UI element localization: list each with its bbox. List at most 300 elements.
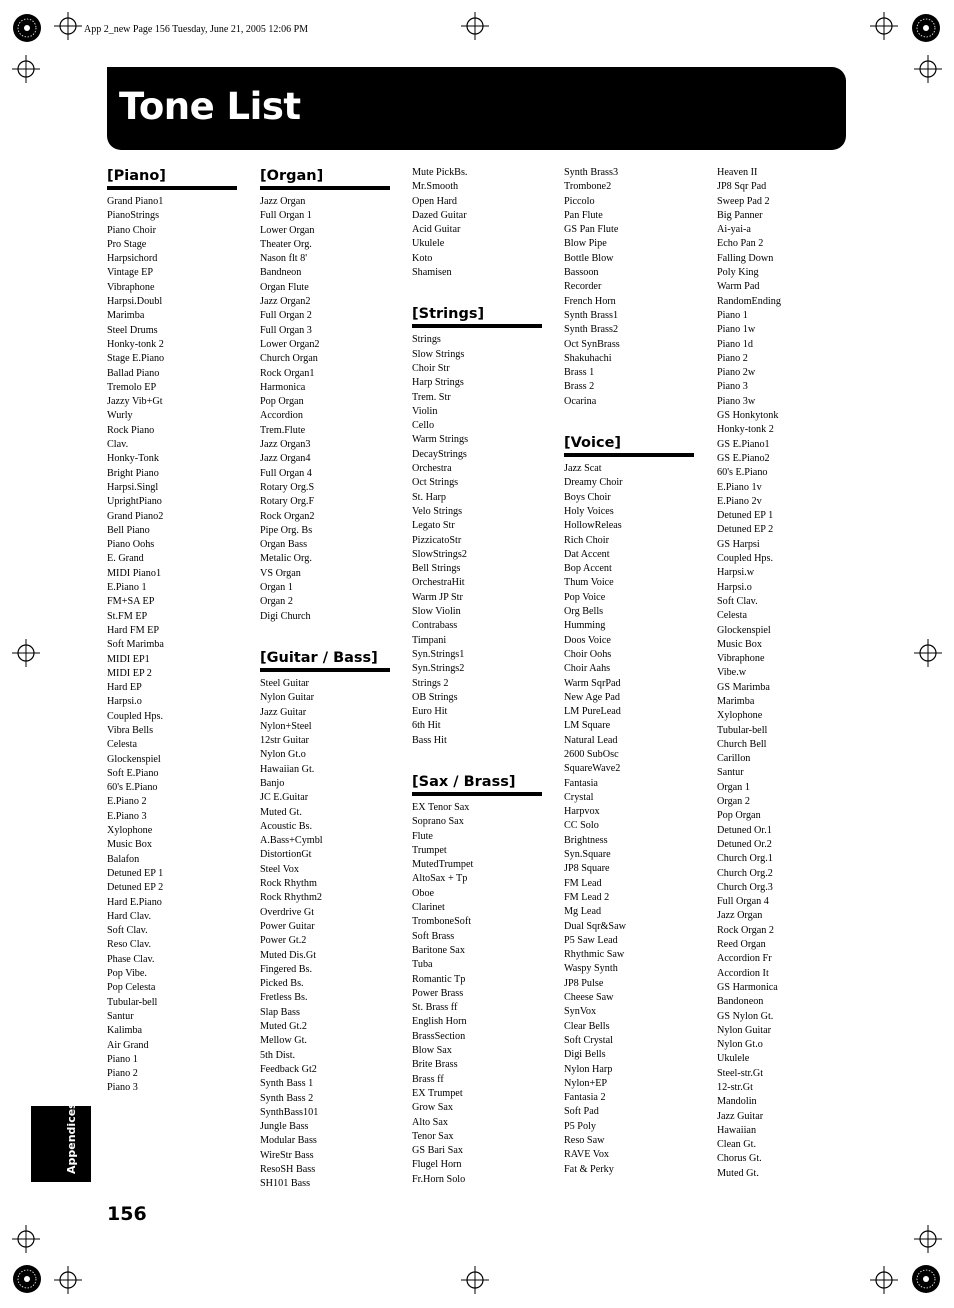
tone-item: Coupled Hps. [717, 553, 774, 565]
tone-item: Harp Strings [412, 377, 464, 389]
tone-item: Soft Crystal [564, 1034, 613, 1046]
tone-item: GS E.Piano1 [717, 438, 770, 450]
crosshair-icon [12, 55, 40, 83]
tone-item: Flugel Horn [412, 1159, 462, 1171]
tone-item: Piano 3 [717, 381, 748, 393]
tone-item: RAVE Vox [564, 1149, 610, 1161]
tone-item: Grand Piano1 [107, 196, 164, 207]
tone-item: Orchestra [412, 463, 452, 475]
tone-item: GS Marimba [717, 681, 770, 693]
tone-item: Lower Organ2 [260, 338, 320, 350]
tone-item: Jazz Guitar [717, 1110, 764, 1122]
tone-item: Pan Flute [564, 209, 603, 221]
tone-item: Vibra Bells [107, 724, 154, 736]
tone-item: Harpsi.Singl [107, 481, 159, 493]
tone-item: Muted Gt.2 [260, 1021, 307, 1033]
tone-item: Stage E.Piano [107, 353, 165, 365]
tone-list [412, 333, 542, 748]
tone-item: FM Lead [564, 877, 602, 889]
tone-item: Mandolin [717, 1096, 757, 1108]
tone-item: Honky-tonk 2 [107, 338, 164, 350]
tone-item: PizzicatoStr [412, 534, 462, 546]
tone-item: Syn.Strings1 [412, 648, 465, 660]
tone-item: Digi Church [260, 610, 311, 622]
tone-item: Warm Strings [412, 434, 469, 446]
tone-item: SH101 Bass [260, 1178, 311, 1190]
tone-item: Harpsi.o [107, 696, 142, 708]
tone-item: Dual Sqr&Saw [564, 920, 626, 932]
tone-item: Pop Organ [260, 396, 304, 408]
tone-item: Accordion Fr [717, 953, 772, 965]
tone-item: Detuned EP 2 [717, 524, 774, 536]
tone-item: Euro Hit [412, 706, 448, 718]
tone-list [412, 801, 542, 1187]
tone-column-3 [412, 166, 542, 1187]
tone-item: Blow Sax [412, 1045, 452, 1057]
tone-item: Bell Strings [412, 563, 461, 575]
tone-item: Balafon [107, 853, 140, 865]
tone-item: Dat Accent [564, 548, 610, 560]
tone-item: OB Strings [412, 691, 458, 703]
tone-item: E. Grand [107, 553, 144, 565]
tone-item: Kalimba [107, 1025, 143, 1037]
tone-item: Full Organ 3 [260, 324, 312, 336]
tone-item: Falling Down [717, 252, 774, 264]
tone-item: Piano 1 [107, 1053, 138, 1065]
tone-item: Glockenspiel [107, 753, 161, 765]
tone-list [717, 166, 847, 1181]
tone-item: Reso Clav. [107, 939, 152, 951]
starburst-mark-icon [911, 1264, 941, 1294]
tone-item: FM Lead 2 [564, 891, 610, 903]
tone-item: Church Org.3 [717, 881, 773, 893]
section-heading-voice: [Voice] [564, 433, 694, 457]
tone-item: Clarinet [412, 902, 445, 914]
tone-item: Rock Organ 2 [717, 924, 774, 936]
tone-item: Romantic Tp [412, 973, 466, 985]
tone-item: Jazz Guitar [260, 706, 307, 718]
tone-item: Organ Flute [260, 281, 309, 293]
tone-item: MIDI EP 2 [107, 667, 152, 679]
tone-item: MIDI EP1 [107, 653, 150, 665]
tone-item: E.Piano 2v [717, 495, 762, 507]
crosshair-icon [12, 1225, 40, 1253]
tone-item: Rock Rhythm [260, 878, 317, 890]
tone-item: PianoStrings [107, 210, 160, 222]
tone-item: Piano 2 [717, 352, 748, 364]
tone-item: French Horn [564, 295, 616, 307]
tone-item: Alto Sax [412, 1116, 448, 1128]
tone-item: Nylon Guitar [260, 692, 315, 704]
tone-item: Boys Choir [564, 491, 611, 503]
tone-item: Velo Strings [412, 505, 463, 517]
tone-item: Piano 3w [717, 395, 756, 407]
tone-item: Rock Organ2 [260, 510, 315, 522]
tone-item: Accordion It [717, 967, 769, 979]
tone-item: Syn.Strings2 [412, 663, 465, 675]
tone-item: Slap Bass [260, 1006, 300, 1018]
tone-item: P5 Poly [564, 1120, 596, 1132]
tone-item: Rock Organ1 [260, 367, 315, 379]
tone-item: Steel Guitar [260, 677, 309, 689]
tone-item: Piano 1 [717, 309, 748, 321]
tone-item: Vibraphone [107, 281, 155, 293]
tone-item: Holy Voices [564, 505, 614, 517]
tone-item: Rotary Org.F [260, 496, 315, 508]
tone-item: Feedback Gt2 [260, 1063, 317, 1075]
tone-item: Echo Pan 2 [717, 238, 764, 250]
tone-item: Vintage EP [107, 267, 154, 279]
crosshair-icon [914, 55, 942, 83]
section-heading-strings: [Strings] [412, 304, 542, 328]
tone-item: Celesta [717, 610, 747, 622]
tone-item: Fantasia 2 [564, 1092, 606, 1104]
tone-item: Church Bell [717, 738, 767, 750]
tone-item: AltoSax + Tp [412, 873, 468, 885]
tone-item: St. Harp [412, 491, 446, 503]
tone-item: Picked Bs. [260, 978, 304, 990]
tone-item: MIDI Piano1 [107, 567, 162, 579]
tone-item: Heaven II [717, 167, 758, 178]
tone-item: Nylon Gt.o [717, 1039, 763, 1051]
tone-item: Organ 1 [260, 582, 293, 594]
tone-item: UprightPiano [107, 496, 162, 508]
tone-item: Glockenspiel [717, 624, 771, 636]
tone-item: Detuned EP 1 [717, 510, 774, 522]
tone-item: Overdrive Gt [260, 906, 315, 918]
section-heading-guitar-bass: [Guitar / Bass] [260, 648, 390, 672]
tone-item: Brite Brass [412, 1059, 458, 1071]
tone-item: Marimba [107, 310, 145, 322]
tone-item: Legato Str [412, 520, 455, 532]
tone-item: 2600 SubOsc [564, 748, 619, 760]
tone-item: Bop Accent [564, 563, 612, 575]
title-banner [107, 67, 846, 150]
tone-item: Hawaiian [717, 1124, 757, 1136]
tone-item: GS E.Piano2 [717, 452, 770, 464]
tone-item: Choir Oohs [564, 648, 612, 660]
crosshair-icon [914, 1225, 942, 1253]
tone-item: Hard EP [107, 682, 142, 694]
tone-item: TromboneSoft [412, 916, 472, 928]
tone-item: Soft E.Piano [107, 767, 159, 779]
tone-item: Harpsichord [107, 253, 158, 265]
tone-item: E.Piano 1 [107, 582, 147, 594]
page-number: 156 [107, 1203, 147, 1225]
tone-item: 12str Guitar [260, 735, 309, 747]
tone-item: VS Organ [260, 567, 301, 579]
tone-item: Pop Celesta [107, 982, 156, 994]
tone-column-4 [564, 166, 694, 1177]
tone-item: JC E.Guitar [260, 792, 309, 804]
tone-item: GS Nylon Gt. [717, 1010, 774, 1022]
tone-item: Lower Organ [260, 224, 315, 236]
tone-item: Cello [412, 420, 435, 432]
starburst-mark-icon [12, 13, 42, 43]
tone-item: Waspy Synth [564, 963, 618, 975]
tone-item: Brass 1 [564, 367, 595, 379]
tone-item: Synth Bass 2 [260, 1092, 314, 1104]
tone-item: Detuned Or.1 [717, 824, 772, 836]
tone-item: Music Box [107, 839, 152, 851]
crosshair-icon [870, 12, 898, 40]
section-tab-label: Appendices [65, 1102, 78, 1174]
tone-item: Bright Piano [107, 467, 159, 479]
tone-item: Detuned EP 1 [107, 867, 164, 879]
tone-item: WireStr Bass [260, 1149, 314, 1161]
tone-item: Piccolo [564, 195, 595, 207]
tone-item: Crystal [564, 791, 594, 803]
tone-item: ResoSH Bass [260, 1164, 316, 1175]
crosshair-icon [914, 639, 942, 667]
tone-item: Piano 1d [717, 338, 753, 350]
tone-item: Xylophone [107, 825, 153, 837]
tone-item: Muted Gt. [260, 806, 302, 818]
tone-item: Trem. Str [412, 391, 451, 403]
tone-item: Open Hard [412, 195, 457, 207]
tone-item: E.Piano 3 [107, 810, 147, 822]
tone-item: Ukulele [717, 1053, 750, 1065]
tone-item: Harpsi.o [717, 581, 752, 593]
tone-item: Clav. [107, 439, 129, 451]
tone-item: 6th Hit [412, 720, 441, 732]
tone-item: GS Bari Sax [412, 1145, 463, 1157]
tone-item: JP8 Sqr Pad [717, 181, 767, 193]
tone-item: Doos Voice [564, 634, 611, 646]
tone-item: Power Gt.2 [260, 935, 307, 947]
crosshair-icon [461, 1266, 489, 1294]
tone-item: Recorder [564, 281, 602, 293]
tone-item: Power Brass [412, 987, 464, 999]
tone-item: Fat & Perky [564, 1163, 614, 1175]
section-heading-piano: [Piano] [107, 166, 237, 190]
tone-item: Muted Gt. [717, 1167, 759, 1179]
tone-item: Jazzy Vib+Gt [107, 396, 163, 408]
tone-item: Chorus Gt. [717, 1153, 762, 1165]
tone-item: Coupled Hps. [107, 710, 164, 722]
tone-item: Oct Strings [412, 477, 459, 489]
tone-item: Hawaiian Gt. [260, 763, 315, 775]
tone-item: Pipe Org. Bs [260, 524, 313, 536]
tone-item: Oboe [412, 887, 435, 899]
starburst-mark-icon [911, 13, 941, 43]
tone-list [564, 166, 694, 409]
tone-item: Nylon+Steel [260, 720, 312, 732]
tone-item: Hard FM EP [107, 624, 160, 636]
tone-item: Ballad Piano [107, 367, 160, 379]
tone-item: Soprano Sax [412, 816, 464, 828]
tone-column-1 [107, 166, 237, 1096]
tone-item: Sweep Pad 2 [717, 195, 770, 207]
tone-item: Flute [412, 830, 433, 842]
tone-item: Fretless Bs. [260, 992, 308, 1004]
tone-item: LM Square [564, 720, 611, 732]
tone-item: 12-str.Gt [717, 1082, 753, 1093]
tone-item: GS Harpsi [717, 538, 760, 550]
tone-item: Rock Rhythm2 [260, 892, 322, 904]
tone-item: Fr.Horn Solo [412, 1173, 466, 1185]
tone-item: Fantasia [564, 777, 598, 789]
tone-item: Organ 2 [717, 796, 750, 808]
tone-item: Ocarina [564, 395, 597, 407]
tone-item: Honky-Tonk [107, 453, 159, 465]
tone-item: Brass 2 [564, 381, 595, 393]
tone-column-5 [717, 166, 847, 1181]
tone-item: SynthBass101 [260, 1106, 319, 1118]
tone-item: Harpsi.Doubl [107, 296, 163, 308]
tone-item: Bell Piano [107, 524, 150, 536]
tone-item: Santur [717, 767, 744, 779]
tone-item: Synth Bass 1 [260, 1078, 314, 1090]
tone-item: Bassoon [564, 267, 599, 279]
tone-item: Jungle Bass [260, 1121, 309, 1133]
tone-item: Reed Organ [717, 939, 766, 951]
tone-item: Trumpet [412, 844, 447, 856]
tone-item: Banjo [260, 777, 285, 789]
tone-item: Detuned Or.2 [717, 838, 772, 850]
tone-item: Synth Brass2 [564, 324, 619, 336]
tone-item: Carillon [717, 753, 751, 765]
tone-item: Mute PickBs. [412, 167, 468, 178]
tone-item: Organ Bass [260, 539, 308, 551]
tone-item: Full Organ 1 [260, 210, 312, 222]
tone-item: Church Org.2 [717, 867, 773, 879]
tone-item: 60's E.Piano [717, 467, 768, 479]
tone-item: RandomEnding [717, 295, 781, 307]
tone-item: Tubular-bell [717, 724, 768, 736]
tone-item: SynVox [564, 1006, 597, 1018]
tone-item: Clean Gt. [717, 1139, 757, 1151]
tone-item: GS Harmonica [717, 981, 778, 993]
tone-item: Bandneon [260, 267, 302, 279]
tone-item: Jazz Organ [717, 910, 763, 922]
tone-item: Grow Sax [412, 1102, 454, 1114]
tone-item: Slow Strings [412, 348, 465, 360]
tone-item: P5 Saw Lead [564, 934, 618, 946]
tone-item: Bandoneon [717, 996, 764, 1008]
tone-item: Jazz Organ2 [260, 296, 311, 308]
tone-item: Organ 1 [717, 781, 750, 793]
tone-item: Rhythmic Saw [564, 949, 625, 961]
tone-item: Ukulele [412, 238, 445, 250]
tone-item: Oct SynBrass [564, 338, 620, 350]
tone-item: Piano 3 [107, 1082, 138, 1094]
tone-item: Honky-tonk 2 [717, 424, 774, 436]
tone-item: Humming [564, 620, 606, 632]
tone-item: Steel-str.Gt [717, 1067, 764, 1079]
section-heading-organ: [Organ] [260, 166, 390, 190]
tone-list [564, 462, 694, 1177]
tone-item: SquareWave2 [564, 763, 621, 775]
tone-item: Dazed Guitar [412, 209, 467, 221]
tone-item: Fingered Bs. [260, 963, 313, 975]
tone-item: St.FM EP [107, 610, 148, 622]
tone-item: Timpani [412, 634, 447, 646]
tone-item: Full Organ 2 [260, 310, 312, 322]
tone-item: DecayStrings [412, 448, 467, 460]
tone-item: Trombone2 [564, 181, 612, 193]
tone-item: Blow Pipe [564, 238, 607, 250]
starburst-mark-icon [12, 1264, 42, 1294]
tone-item: Brightness [564, 834, 608, 846]
tone-item: Koto [412, 252, 433, 264]
tone-item: LM PureLead [564, 706, 621, 718]
tone-item: Piano 2w [717, 367, 756, 379]
tone-item: Steel Drums [107, 324, 158, 336]
tone-list [260, 195, 390, 624]
tone-item: Modular Bass [260, 1135, 317, 1147]
tone-item: St. Brass ff [412, 1002, 458, 1014]
tone-item: Acid Guitar [412, 224, 461, 236]
tone-item: Steel Vox [260, 863, 299, 875]
tone-item: Contrabass [412, 620, 458, 632]
tone-item: Shamisen [412, 267, 452, 279]
tone-item: Tubular-bell [107, 996, 158, 1008]
tone-item: Baritone Sax [412, 944, 465, 956]
tone-item: MutedTrumpet [412, 859, 474, 871]
tone-item: Hard Clav. [107, 910, 152, 922]
tone-item: OrchestraHit [412, 577, 465, 589]
tone-item: Choir Str [412, 362, 450, 374]
tone-item: Thum Voice [564, 577, 614, 589]
tone-item: Dreamy Choir [564, 477, 623, 489]
tone-item: Xylophone [717, 710, 763, 722]
crosshair-icon [54, 12, 82, 40]
tone-item: Harpsi.w [717, 567, 755, 579]
tone-item: Trem.Flute [260, 424, 306, 436]
tone-list [412, 166, 542, 280]
crosshair-icon [870, 1266, 898, 1294]
tone-item: DistortionGt [260, 849, 312, 861]
tone-item: Piano Oohs [107, 539, 155, 551]
tone-item: Big Panner [717, 209, 763, 221]
tone-item: Bass Hit [412, 734, 447, 746]
section-tab [31, 1102, 91, 1182]
tone-item: Piano Choir [107, 224, 156, 236]
tone-item: E.Piano 1v [717, 481, 762, 493]
tone-item: Tuba [412, 959, 433, 971]
tone-item: Cheese Saw [564, 992, 614, 1004]
tone-item: Muted Dis.Gt [260, 949, 317, 961]
tone-item: Jazz Organ [260, 196, 306, 207]
tone-item: Syn.Square [564, 849, 611, 861]
tone-item: Bottle Blow [564, 252, 614, 264]
tone-item: Wurly [107, 410, 133, 422]
tone-item: Air Grand [107, 1039, 149, 1051]
tone-item: Warm JP Str [412, 591, 463, 603]
tone-item: Ai-yai-a [717, 224, 751, 236]
tone-item: Pro Stage [107, 238, 147, 250]
tone-item: Choir Aahs [564, 663, 611, 675]
tone-item: Piano 2 [107, 1068, 138, 1080]
tone-item: Harmonica [260, 381, 306, 393]
tone-item: Vibe.w [717, 667, 747, 679]
tone-item: Pop Voice [564, 591, 606, 603]
tone-item: Org Bells [564, 606, 604, 618]
tone-item: Rock Piano [107, 424, 155, 436]
tone-item: 5th Dist. [260, 1049, 296, 1061]
tone-item: Clear Bells [564, 1020, 610, 1032]
tone-item: Warm SqrPad [564, 677, 621, 689]
tone-item: Piano 1w [717, 324, 756, 336]
tone-item: Slow Violin [412, 606, 461, 618]
tone-item: A.Bass+Cymbl [260, 835, 323, 847]
tone-item: Church Org.1 [717, 853, 773, 865]
tone-item: Music Box [717, 638, 762, 650]
tone-item: Accordion [260, 410, 303, 422]
tone-item: Metalic Org. [260, 553, 312, 565]
tone-item: Theater Org. [260, 238, 312, 250]
